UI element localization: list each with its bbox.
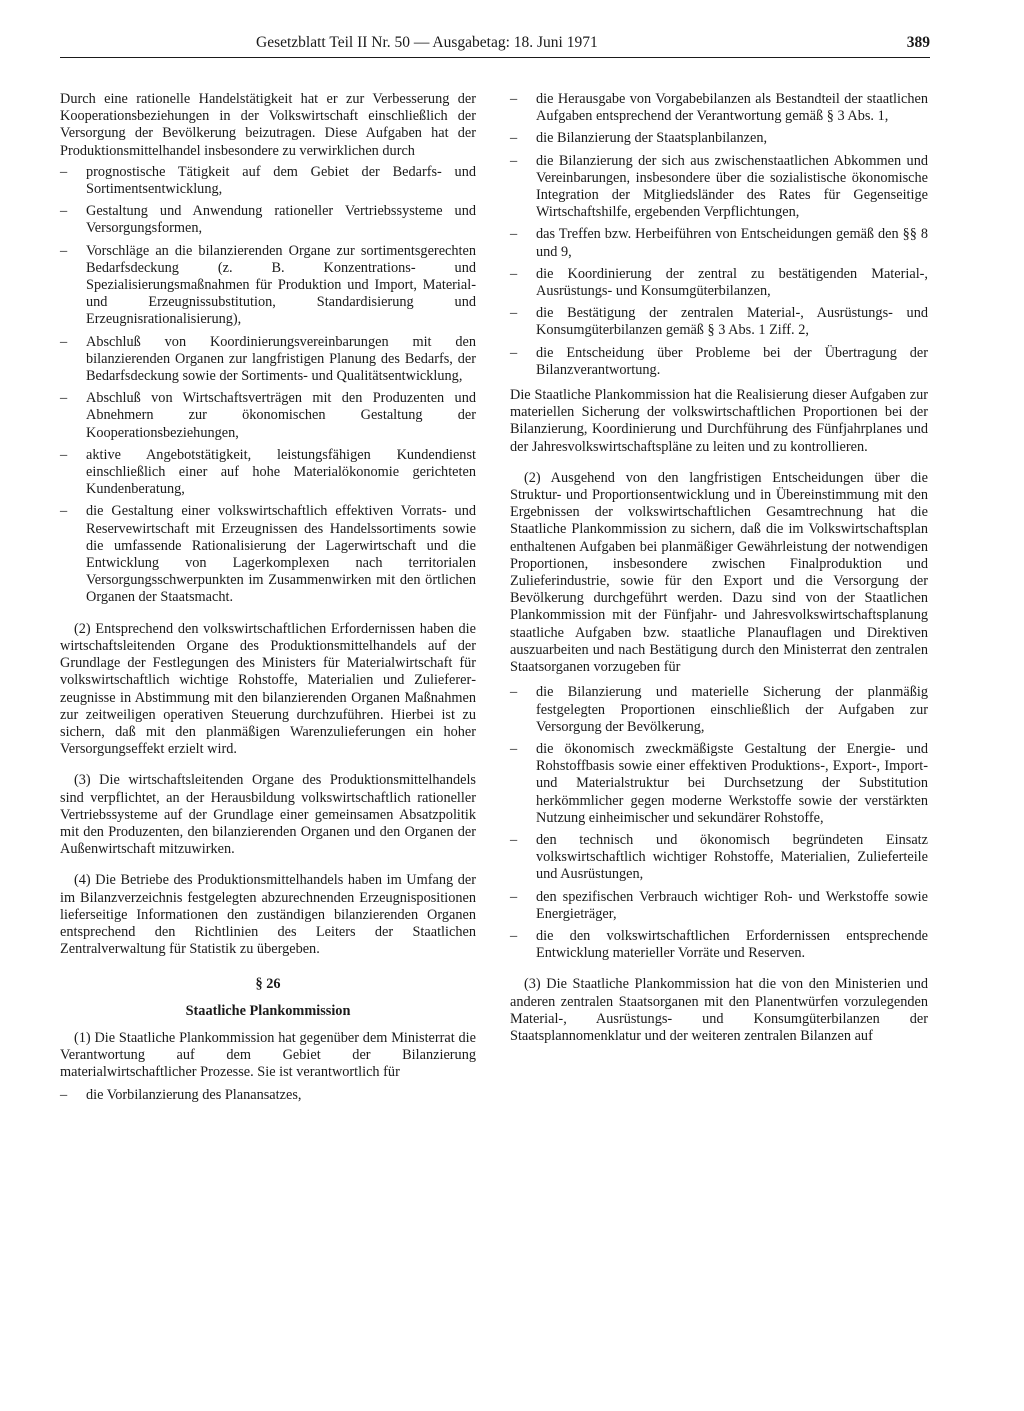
paragraph-after-list: Die Staatliche Plankommission hat die Realisierung dieser Aufgaben zur materiellen Sicherung der volkswirtschaftlichen Proportionen bei der Bilanzierung, Koordinierung und Durchführung des Fünfjahrplanes und der Jahresvolkswirtschaftspläne zu leiten und zu kontrollieren. [510, 387, 928, 455]
list-item-text: Abschluß von Koordinierungsvereinbarungen mit den bilanzierenden Organen zur langfristigen Planung des Bedarfs, der Bedarfsdeckung sowie der Sortiments- und Qualitätsentwicklung, [86, 333, 476, 385]
list-item [510, 345, 928, 379]
intro-paragraph: Durch eine rationelle Handelstätigkeit hat er zur Verbesserung der Kooperationsbeziehungen in der Volkswirtschaft einschließlich der Versorgung der Bevölkerung beizutragen. Diese Aufgaben hat der Produktionsmittelhandel insbesondere zu verwirklichen durch [60, 91, 476, 159]
list-item [510, 928, 928, 962]
list-item-text: Abschluß von Wirtschaftsverträgen mit den Produzenten und Abnehmern zur ökonomischen Gestaltung der Kooperationsbeziehungen, [86, 390, 476, 441]
dash-marker: – [510, 684, 518, 701]
list-item-text: die den volkswirtschaftlichen Erfordernissen entsprechende Entwicklung materieller Vorräte und Reserven. [536, 927, 928, 962]
list-item [510, 226, 928, 260]
dash-marker: – [510, 265, 518, 282]
list-item-text: die Entscheidung über Probleme bei der Übertragung der Bilanzverantwortung. [536, 344, 928, 378]
dash-marker: – [510, 226, 518, 243]
list-item-text: die Bilanzierung der Staatsplanbilanzen, [536, 130, 768, 147]
list-item [510, 130, 928, 147]
list-item-text: die Vorbilanzierung des Planansatzes, [86, 1087, 302, 1104]
dash-marker: – [60, 333, 68, 350]
list-item [510, 305, 928, 339]
list-item-text: die ökonomisch zweckmäßigste Gestaltung der Energie- und Rohstoffbasis sowie einer effektiven Produktions-, Export-, Import- und Materialstruktur bei Durchsetzung der Substitution herkömmlicher gegen moderne Werkstoffe sowie der verstärkten Nutzung einheimischer und sekundärer Rohstoffe, [536, 740, 928, 826]
dash-marker: – [60, 503, 68, 520]
list-item-text: die Bilanzierung und materielle Sicherung der planmäßig festgelegten Proportionen einschließlich der Aufgaben zur Versorgung der Bevölkerung, [536, 684, 928, 735]
section-26-paragraph-1: (1) Die Staatliche Plankommission hat gegenüber dem Ministerrat die Verantwortung auf dem Gebiet der Bilanzierung materialwirtschaftlicher Prozesse. Sie ist verantwortlich für [60, 1029, 476, 1081]
dash-marker: – [510, 927, 518, 944]
dash-marker: – [510, 888, 518, 905]
list-item-text: die Herausgabe von Vorgabebilanzen als Bestandteil der staatlichen Aufgaben entsprechend der Verantwortung gemäß § 3 Abs. 1, [536, 91, 928, 125]
list-item [60, 447, 476, 499]
list-item-text: Gestaltung und Anwendung rationeller Vertriebssysteme und Versorgungsformen, [86, 203, 476, 237]
right-column [510, 91, 928, 1059]
dash-marker: – [510, 831, 518, 848]
list-item-text: den technisch und ökonomisch begründeten Einsatz volkswirtschaftlich wichtiger Rohstoffe, Materialien, Zulieferteile und Ausrüstungen, [536, 831, 928, 883]
dash-marker: – [60, 242, 68, 259]
dash-marker: – [510, 740, 518, 757]
list-item-text: die Bilanzierung der sich aus zwischenstaatlichen Abkommen und Vereinbarungen, insbesondere über die sozialistische ökonomische Integration der Mitgliedsländer des Rates für Gegenseitige Wirtschaftshilfe, ergebenden Verpflichtungen, [536, 152, 928, 221]
paragraph-2: (2) Entsprechend den volkswirtschaftlichen Erfordernissen haben die wirtschaftsleitenden Organe des Produktionsmittelhandels auf der Grundlage der Festlegungen des Ministers für Materialwirtschaft für volkswirtschaftlich wichtige Rohstoffe, Materialien und Zuliefererzeugnisse in Abstimmung mit den bilanzierenden Organen Maßnahmen zur zeitweiligen operativen Steuerung durchzuführen. Hierbei ist zu sichern, daß mit den planmäßigen Warenzulieferungen ein hoher Versorgungseffekt erzielt wird. [60, 620, 476, 758]
section-number: § 26 [255, 976, 281, 993]
left-column [60, 91, 476, 1110]
list-item-text: den spezifischen Verbrauch wichtiger Roh- und Werkstoffe sowie Energieträger, [536, 888, 928, 922]
list-item [510, 889, 928, 923]
dash-marker: – [510, 152, 518, 169]
list-item [510, 832, 928, 884]
paragraph-3: (3) Die wirtschaftsleitenden Organe des Produktionsmittelhandels sind verpflichtet, an der Herausbildung volkswirtschaftlich rationeller Vertriebssysteme auf der Grundlage einer gemeinsamen Absatzpolitik mit den Produzenten, den bilanzierenden Organen und den Organen der Außenwirtschaft mitzuwirken. [60, 772, 476, 858]
dash-marker: – [510, 305, 518, 322]
list-item [60, 334, 476, 386]
list-item-text: Vorschläge an die bilanzierenden Organe zur sortimentsgerechten Bedarfsdeckung (z. B. Konzentrations- und Spezialisierungsmaßnahmen für Produktion und Import, Material- und Erzeugnissubstitution, Standardisierung und Erzeugnisrationalisierung), [86, 242, 476, 328]
paragraph-2: (2) Ausgehend von den langfristigen Entscheidungen über die Struktur- und Proportionsentwicklung und in Übereinstimmung mit den Ergebnissen der volkswirtschaftlichen Gesamtrechnung hat die Staatliche Plankommission zu sichern, daß die im Volkswirtschaftsplan enthaltenen Aufgaben bei planmäßiger Gewährleistung der notwendigen Proportionen, insbesondere zwischen Finalproduktion und Zulieferindustrie, sowie für den Export und die Versorgung der Bevölkerung durchgeführt werden. Dazu sind von der Staatlichen Plankommission mit der Fünfjahr- und Jahresvolkswirtschaftsplanung staatliche Aufgaben bzw. staatliche Planauflagen und Direktiven auszuarbeiten und nach Bestätigung durch den Ministerrat den zentralen Staatsorganen vorzugeben für [510, 469, 928, 676]
list-item [60, 243, 476, 329]
list-item-text: das Treffen bzw. Herbeiführen von Entscheidungen gemäß den §§ 8 und 9, [536, 226, 928, 260]
list-item [60, 164, 476, 198]
list-item [510, 153, 928, 222]
dash-marker: – [60, 390, 68, 407]
list-item-text: die Koordinierung der zentral zu bestätigenden Material-, Ausrüstungs- und Konsumgüterbilanzen, [536, 265, 928, 300]
dash-marker: – [60, 203, 68, 220]
list-item-text: prognostische Tätigkeit auf dem Gebiet der Bedarfs- und Sortimentsentwicklung, [86, 163, 476, 198]
running-title: Gesetzblatt Teil II Nr. 50 — Ausgabetag: 18. Juni 1971 [256, 34, 598, 51]
dash-marker: – [60, 163, 68, 180]
dash-marker: – [510, 91, 518, 107]
page-header [60, 34, 930, 60]
paragraph-4: (4) Die Betriebe des Produktionsmittelhandels haben im Umfang der im Bilanzverzeichnis festgelegten abzurechnenden Erzeugnispositionen lieferseitige Informationen den zuständigen bilanzierenden Organen entsprechend den Richtlinien des Leiters der Staatlichen Zentralverwaltung für Statistik zu übergeben. [60, 872, 476, 958]
list-item [60, 1087, 476, 1104]
dash-marker: – [510, 344, 518, 361]
list-item-text: die Gestaltung einer volkswirtschaftlich effektiven Vorrats- und Reservewirtschaft mit Erzeugnissen des Handelssortiments sowie die umfassende Rationalisierung der Lagerwirtschaft und die Entwicklung von Lagerkomplexen nach territorialen Versorgungsschwerpunkten im Zusammenwirken mit den örtlichen Organen der Staatsmacht. [86, 503, 476, 606]
dash-marker: – [510, 130, 518, 147]
list-item [510, 266, 928, 300]
list-item-text: aktive Angebotstätigkeit, leistungsfähigen Kundendienst einschließlich einer auf hohe Materialökonomie gerichteten Kundenberatung, [86, 446, 476, 498]
list-item [510, 684, 928, 736]
dash-marker: – [60, 446, 68, 463]
list-item-text: die Bestätigung der zentralen Material-, Ausrüstungs- und Konsumgüterbilanzen gemäß § 3 Abs. 1 Ziff. 2, [536, 305, 928, 339]
list-item [510, 91, 928, 125]
list-item [510, 741, 928, 827]
dash-marker: – [60, 1087, 68, 1104]
section-title: Staatliche Plankommission [185, 1002, 351, 1019]
list-item [60, 390, 476, 442]
header-rule [60, 57, 930, 58]
list-item [60, 503, 476, 606]
page-number: 389 [906, 34, 930, 51]
list-item [60, 203, 476, 237]
paragraph-3: (3) Die Staatliche Plankommission hat die von den Ministerien und anderen zentralen Staatsorganen mit den Planentwürfen vorzulegenden Material-, Ausrüstungs- und Konsumgüterbilanzen der Staatsplannomenklatur und der weiteren zentralen Bilanzen auf [510, 976, 928, 1044]
